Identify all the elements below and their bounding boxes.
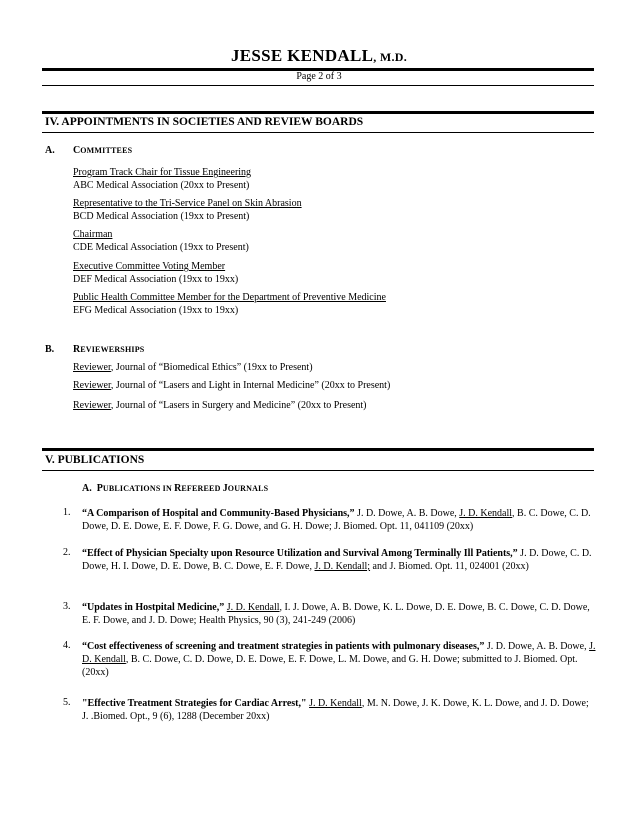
subsection-title: COMMITTEES bbox=[73, 145, 133, 156]
section-rule-bottom bbox=[42, 132, 594, 133]
committee-item bbox=[73, 261, 238, 286]
subsection-label: A. bbox=[45, 145, 55, 156]
review-item: Reviewer, Journal of “Biomedical Ethics” (19xx to Present) bbox=[73, 362, 313, 373]
section-rule bbox=[42, 448, 594, 451]
subsection-label: B. bbox=[45, 344, 55, 355]
review-item: Reviewer, Journal of “Lasers in Surgery and Medicine” (20xx to Present) bbox=[73, 400, 367, 411]
publication-number: 3. bbox=[63, 601, 71, 612]
publication-number: 5. bbox=[63, 697, 71, 708]
publication-item: “A Comparison of Hospital and Community-Based Physicians,” J. D. Dowe, A. B. Dowe, J. D. Kendall, B. C. Dowe, C. D. Dowe, D. E. Dowe, E. F. Dowe, F. G. Dowe, and G. H. Dowe; J. Biomed. Opt. 11, 041109 (20xx) bbox=[82, 508, 591, 532]
publication-number: 4. bbox=[63, 640, 71, 651]
committee-org: ABC Medical Association (20xx to Present) bbox=[73, 179, 250, 191]
publication-item: “Effect of Physician Specialty upon Resource Utilization and Survival Among Terminally Ill Patients,” J. D. Dowe, C. D. Dowe, H. I. Dowe, D. E. Dowe, B. C. Dowe, E. F. Dowe, J. D. Kendall; and J. Biomed. Opt. 11, 024001 (20xx) bbox=[82, 548, 592, 572]
committee-org: DEF Medical Association (19xx to 19xx) bbox=[73, 273, 239, 285]
publication-item: “Cost effectiveness of screening and treatment strategies in patients with pulmonary diseases,” J. D. Dowe, A. B. Dowe, J. D. Kendall, B. C. Dowe, C. D. Dowe, D. E. Dowe, E. F. Dowe, L. M. Dowe, and G. H. Dowe; submitted to J. Biomed. Opt. (20xx) bbox=[82, 641, 596, 678]
committee-role: Public Health Committee Member for the Department of Preventive Medicine bbox=[73, 292, 386, 303]
subsection-title: REVIEWERSHIPS bbox=[73, 344, 145, 355]
header-rule-bottom bbox=[42, 85, 594, 86]
committee-role: Representative to the Tri-Service Panel on Skin Abrasion bbox=[73, 198, 302, 209]
committee-role: Executive Committee Voting Member bbox=[73, 261, 226, 272]
publication-number: 2. bbox=[63, 547, 71, 558]
subsection-title: A. PUBLICATIONS IN REFEREED JOURNALS bbox=[82, 483, 269, 494]
committee-item bbox=[73, 292, 386, 317]
section-title: IV. APPOINTMENTS IN SOCIETIES AND REVIEW BOARDS bbox=[45, 116, 364, 128]
committee-org: EFG Medical Association (19xx to 19xx) bbox=[73, 304, 239, 316]
doctor-name: JESSE KENDALL, M.D. bbox=[230, 46, 408, 65]
committee-item bbox=[73, 198, 302, 223]
publication-item: “Updates in Hostpital Medicine,” J. D. Kendall, I. J. Dowe, A. B. Dowe, K. L. Dowe, D. E. Dowe, B. C. Dowe, C. D. Dowe, E. F. Dowe, and J. D. Dowe; Health Physics, 90 (3), 241-249 (2006) bbox=[82, 602, 590, 626]
page-number: Page 2 of 3 bbox=[296, 71, 342, 82]
committee-item bbox=[73, 167, 251, 192]
section-rule bbox=[42, 111, 594, 114]
committee-item bbox=[73, 229, 249, 254]
committee-role: Chairman bbox=[73, 229, 113, 240]
section-rule-bottom bbox=[42, 470, 594, 471]
section-title: V. PUBLICATIONS bbox=[45, 454, 145, 466]
committee-role: Program Track Chair for Tissue Engineering bbox=[73, 167, 252, 178]
committee-org: BCD Medical Association (19xx to Present) bbox=[73, 210, 250, 222]
review-item: Reviewer, Journal of “Lasers and Light in Internal Medicine” (20xx to Present) bbox=[73, 380, 391, 391]
committee-org: CDE Medical Association (19xx to Present) bbox=[73, 241, 249, 253]
publication-number: 1. bbox=[63, 507, 71, 518]
name-suffix: , M.D. bbox=[373, 50, 408, 64]
publication-item: "Effective Treatment Strategies for Cardiac Arrest," J. D. Kendall, M. N. Dowe, J. K. Dowe, K. L. Dowe, and J. D. Dowe; J. .Biomed. Opt., 9 (6), 1288 (December 20xx) bbox=[82, 698, 589, 722]
